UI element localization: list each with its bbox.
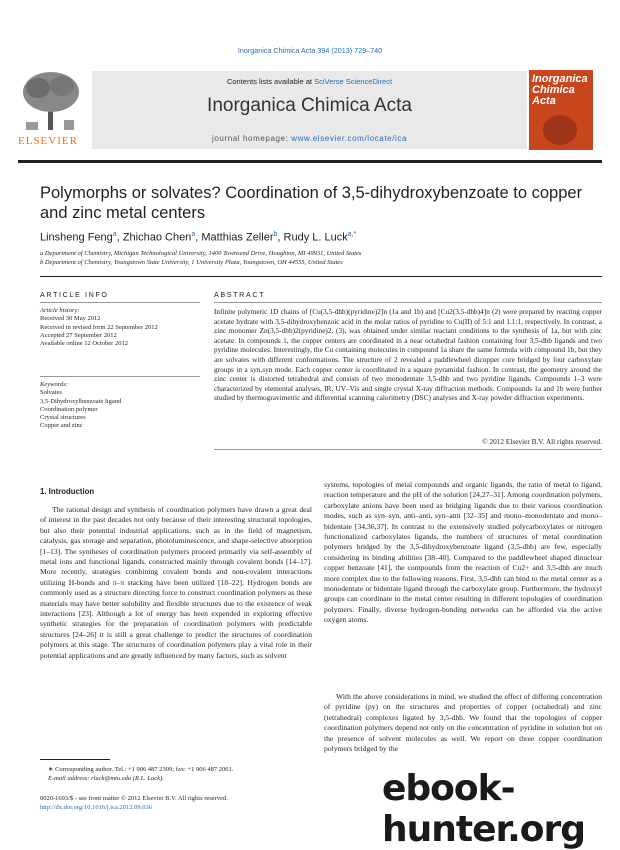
author-affil-marker[interactable]: b (273, 231, 278, 238)
intro-left-column: The rational design and synthesis of coordination polymers have drawn a great deal of interest in the past decades not only because of their interesting structural topologies, but also their potential industrial applications, such as in the field of magnetism, catalysis, gas storage and separation, photoluminescence, and shape-selective absorption [1–13]. The syntheses of coordination polymers proceed primarily via self-assembly of metal ions and functional ligands, constructed mainly through covalent bonds [14–17]. More recently, strategies combining covalent bonds and non-covalent interactions utilizing H-bonds and π–π stacking have been utilized [18–22]. Hydrogen bonds are commonly used as a structure directing force to construct coordination polymers as these materials may have better solubility and flexible structures due to the existence of weak interactions [23]. Although a lot of energy has been expended in exploring effective synthetic strategies for the preparation of coordination polymers with predictable structures [24–26] it is still a great challenge to predict the structures of coordination polymers at this stage. The structures of coordination polymers play a vital role in their potential applications and are greatly influenced by many factors, such as solvent (40, 505, 312, 660)
history-item: Accepted 27 September 2012 (40, 331, 117, 339)
sciencedirect-link[interactable]: SciVerse ScienceDirect (314, 77, 393, 86)
contents-line (92, 77, 527, 86)
keywords-label: Keywords: (40, 381, 68, 388)
header-rule (18, 160, 602, 163)
abstract-heading: ABSTRACT (214, 290, 266, 299)
journal-title: Inorganica Chimica Acta (207, 95, 412, 116)
history-label: Article history: (40, 307, 80, 314)
homepage-prefix: journal homepage: (211, 134, 292, 143)
affiliation-a: a Department of Chemistry, Michigan Technological University, 1400 Townsend Drive, Houghton, MI 49931, United States (40, 250, 362, 257)
author-affil-marker[interactable]: a (191, 231, 196, 238)
affiliation-rule (40, 276, 602, 277)
author-name[interactable]: Zhichao Chen (122, 231, 192, 244)
publisher-logo-text: ELSEVIER (18, 135, 78, 147)
article-info-heading: ARTICLE INFO (40, 290, 109, 299)
cover-title: Inorganica Chimica Acta (532, 73, 588, 107)
journal-homepage (92, 134, 527, 143)
abstract-rule (214, 302, 602, 303)
abstract-text: Infinite polymeric 1D chains of [Cu(3,5-dhb)(pyridine)2]n (1a and 1b) and [Cu2(3,5-dhb)4]n (2) were prepared by reacting copper acetate hydrate with 3,5-dihydroxybenzoic acid in the molar ratios of pyridine to Cu(II) of 5:1 and 1.1:1, respectively. In contrast, a zinc monomer Zn(3,5-dhb)2(pyridine)2, (3), was obtained under similar reactant conditions to the synthesis of 1a, but with zinc acetate. In compounds 1, the copper centers are coordinated in a near octahedral fashion containing four 3,5-dhb ligands and two pyridine molecules. Interestingly, the Cu containing molecules in compound 1a share the same formula with compound 1b, but they are solvates with different conformations. The structure of 2 revealed a paddlewheel dicopper core bridged by four carboxylate groups in a syn,syn mode. Each copper center is coordinated in a square pyramidal fashion. In contrast, the geometry around the zinc center is distorted tetrahedral and consists of two monodentate 3,5-dhb and two pyridine ligands. Compounds 1–3 were characterized by elemental analyses, IR, UV–Vis and single crystal X-ray diffraction methods. Compounds 1a and 1b were further studied by thermogravimetric and differential scanning calorimetry (DSC) analyses and X-ray powder diffraction experiments. (214, 307, 602, 403)
watermark-text: ebook-hunter.org (382, 768, 586, 850)
history-item: Received in revised form 22 September 2012 (40, 323, 158, 331)
homepage-link[interactable]: www.elsevier.com/locate/ica (291, 134, 408, 143)
keyword-item: Copper and zinc (40, 422, 83, 430)
footnote-rule (40, 759, 110, 760)
abstract-bottom-rule (214, 449, 602, 450)
journal-citation[interactable]: Inorganica Chimica Acta 394 (2013) 729–740 (237, 46, 383, 55)
history-item: Received 30 May 2012 (40, 315, 101, 323)
keywords-block (40, 381, 121, 431)
intro-right-column-p1: systems, topologies of metal compounds and organic ligands, the ratio of metal to ligand, reaction temperature and the pH of the solution [24,27–31]. Among coordination polymers, carboxylate anions have been used as bridging ligands due to their various coordination modes, such as syn–syn, anti–anti, syn–anti [32–35] and mono–monodentate and mono–bidentate [34,36,37]. In contrast to the extensively studied polycarboxylates or nitrogen functionalized carboxylates ligands, the numbers of structures of metal coordination polymers bridged by the 3,5-dihydroxybenzoate ligand (3,5-dhb) are few, especially considering its binding abilities [38–40]. Compared to the paddlewheel shaped dinuclear copper benzoate [41], the compounds from the reaction of Cu2+ and 3,5-dhb are much more complex due to the following reasons. First, 3,5-dhb can bind to the metal center as a monodentate or bidentate ligand through the carboxylate group. Furthermore, the hydroxyl groups can coordinate to the metal center resulting in different topologies of coordination polymers. Finally, diverse hydrogen-bonding networks can be afforded via the active oxygen atoms. (324, 480, 602, 625)
article-history (40, 307, 158, 348)
article-info-rule (40, 302, 200, 303)
author-name[interactable]: Matthias Zeller (201, 231, 274, 244)
cover-illustration (543, 115, 577, 145)
contents-prefix: Contents lists available at (226, 77, 315, 86)
author-affil-marker[interactable]: a (112, 231, 117, 238)
copyright-notice: © 2012 Elsevier B.V. All rights reserved. (482, 437, 602, 446)
keyword-item: Coordination polymer (40, 405, 98, 413)
email-note[interactable]: E-mail address: rluck@mtu.edu (R.L. Luck). (48, 775, 164, 782)
affiliation-b: b Department of Chemistry, Youngstown State University, 1 University Plaza, Youngstown, OH 44555, United States (40, 259, 343, 266)
keyword-item: Solvates (40, 389, 63, 397)
intro-right-column-p2: With the above considerations in mind, we studied the effect of differing concentration of pyridine (py) on the structures and properties of copper (octahedral) and zinc (tetrahedral) complexes ligated by 3,5-dhb. We found that the topologies of copper coordination polymers depend not only on the concentration of pyridine in solution but on the presence of solvent molecules as well. We report on three copper coordination polymers bridged by the (324, 692, 602, 754)
keyword-item: 3,5-Dihydroxylbenzoate ligand (40, 397, 122, 405)
issn-line: 0020-1693/$ - see front matter © 2012 Elsevier B.V. All rights reserved. (40, 795, 228, 802)
journal-cover-image (529, 70, 593, 150)
corresponding-author-note: ∗ Corresponding author. Tel.: +1 906 487 2309; fax: +1 906 487 2061. (48, 766, 234, 773)
section-heading: 1. Introduction (40, 487, 95, 496)
history-item: Available online 12 October 2012 (40, 340, 128, 348)
author-name[interactable]: Linsheng Feng (40, 231, 113, 244)
doi-url[interactable]: http://dx.doi.org/10.1016/j.ica.2012.09.036 (40, 804, 153, 811)
keyword-item: Crystal structures (40, 414, 86, 422)
author-affil-marker[interactable]: a,* (347, 231, 357, 238)
author-list: Linsheng Feng$^a$, Zhichao Chen$^a$, Matthias Zeller$^b$, Rudy L. Luck$^{a,*}$ (40, 231, 357, 244)
author-name[interactable]: Rudy L. Luck (283, 231, 348, 244)
doi-link[interactable] (40, 804, 152, 811)
article-title: Polymorphs or solvates? Coordination of 3,5-dihydroxybenzoate to copper and zinc metal centers (40, 184, 583, 222)
keywords-rule (40, 376, 200, 377)
